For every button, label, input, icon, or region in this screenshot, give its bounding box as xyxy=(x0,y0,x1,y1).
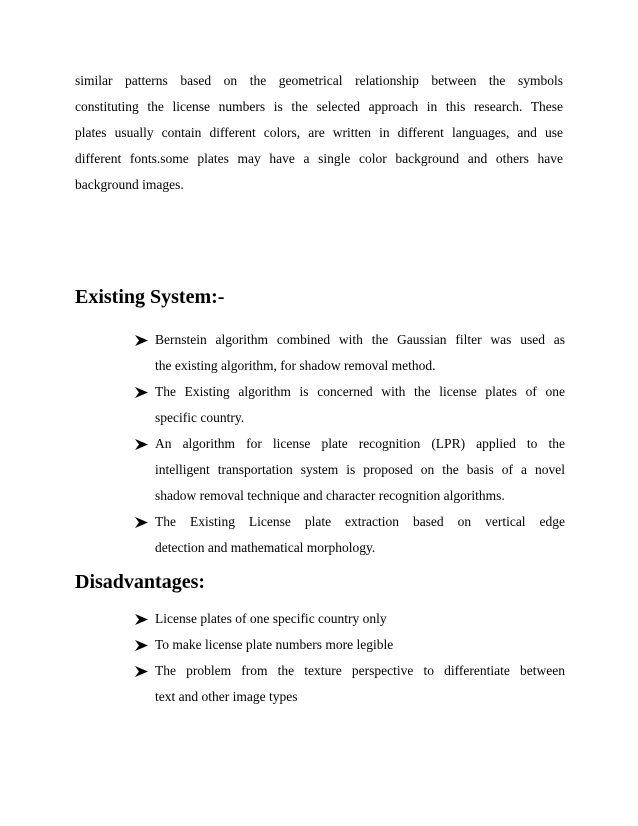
intro-line: plates usually contain different colors, are written in different languages, and use xyxy=(75,125,563,140)
intro-line: different fonts.some plates may have a single color background and others have xyxy=(75,151,563,166)
arrow-bullet-icon xyxy=(135,658,149,684)
arrow-bullet-icon xyxy=(135,379,149,405)
list-item-line: The problem from the texture perspective to differentiate between xyxy=(155,663,565,678)
arrow-bullet-icon xyxy=(135,632,149,658)
list-item-line: The Existing License plate extraction based on vertical edge xyxy=(155,514,565,529)
list-item xyxy=(133,379,565,431)
list-item xyxy=(133,327,565,379)
list-item-line: text and other image types xyxy=(155,689,298,704)
list-item-line: The Existing algorithm is concerned with the license plates of one xyxy=(155,384,565,399)
intro-paragraph xyxy=(75,68,563,198)
list-item-line: Bernstein algorithm combined with the Gaussian filter was used as xyxy=(155,332,565,347)
list-item-line: License plates of one specific country only xyxy=(155,611,387,626)
arrow-bullet-icon xyxy=(135,327,149,353)
disadvantages-heading: Disadvantages: xyxy=(75,571,206,593)
list-item xyxy=(133,509,565,561)
arrow-bullet-icon xyxy=(135,606,149,632)
list-item xyxy=(133,632,565,658)
list-item-line: To make license plate numbers more legible xyxy=(155,637,394,652)
list-item xyxy=(133,606,565,632)
list-item-line: detection and mathematical morphology. xyxy=(155,540,376,555)
intro-line: background images. xyxy=(75,177,184,192)
disadvantages-list xyxy=(133,606,565,710)
list-item-line: the existing algorithm, for shadow removal method. xyxy=(155,358,436,373)
arrow-bullet-icon xyxy=(135,509,149,535)
intro-line: similar patterns based on the geometrical relationship between the symbols xyxy=(75,73,563,88)
list-item-line: specific country. xyxy=(155,410,245,425)
arrow-bullet-icon xyxy=(135,431,149,457)
list-item-line: shadow removal technique and character recognition algorithms. xyxy=(155,488,505,503)
intro-line: constituting the license numbers is the selected approach in this research. These xyxy=(75,99,563,114)
existing-system-heading: Existing System:- xyxy=(75,286,225,308)
list-item xyxy=(133,431,565,509)
list-item xyxy=(133,658,565,710)
existing-system-list xyxy=(133,327,565,561)
list-item-line: intelligent transportation system is proposed on the basis of a novel xyxy=(155,462,565,477)
list-item-line: An algorithm for license plate recognition (LPR) applied to the xyxy=(155,436,565,451)
